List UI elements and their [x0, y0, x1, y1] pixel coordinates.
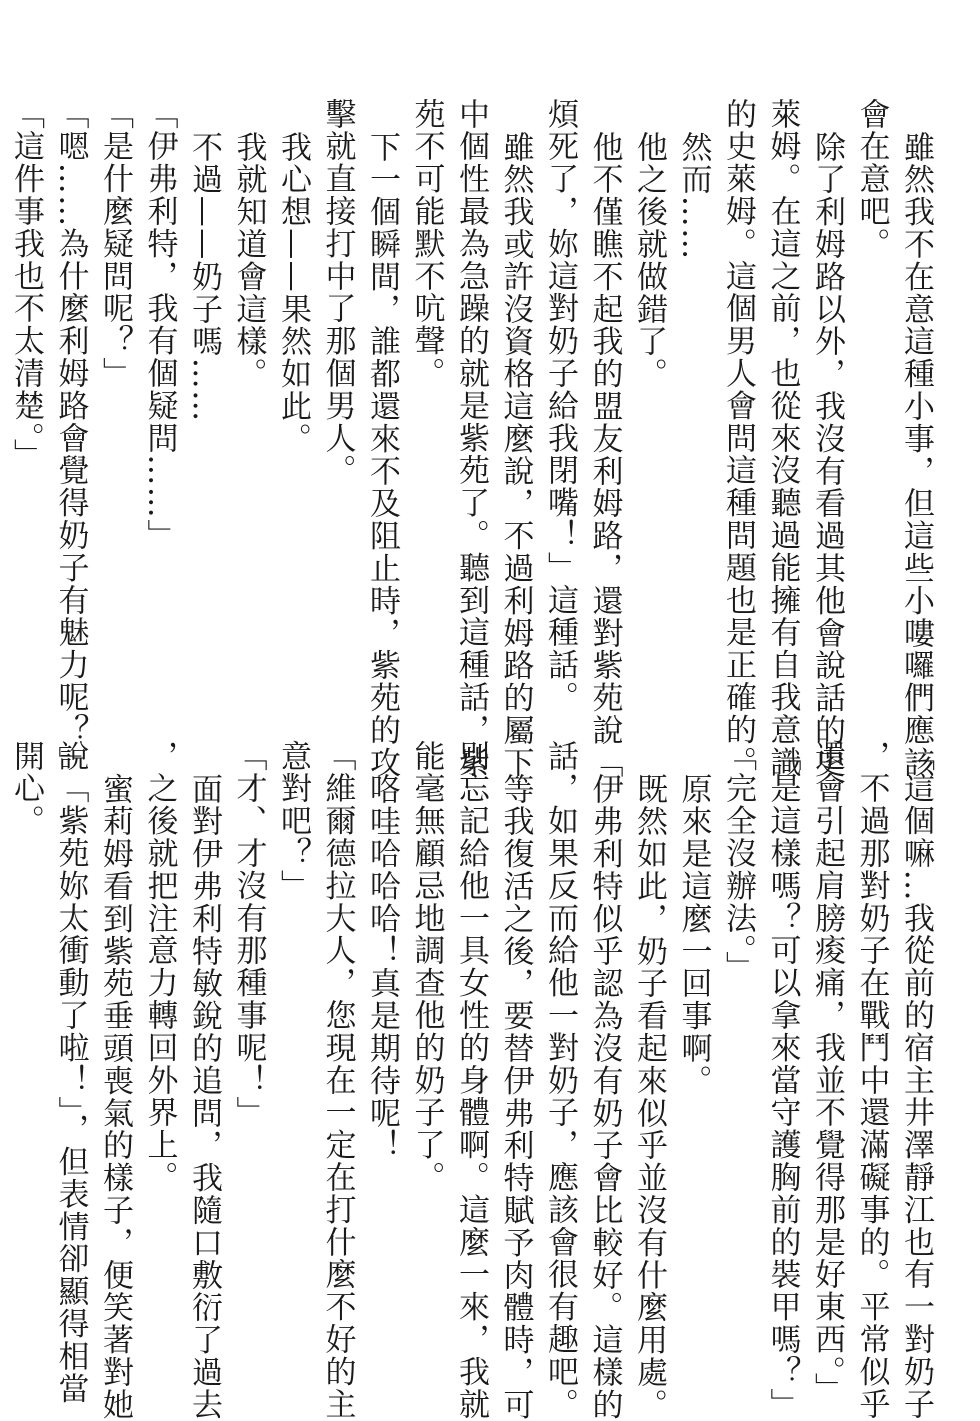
text-line: 中個性最為急躁的就是紫苑了。聽到這種話，紫 [453, 98, 489, 779]
text-line: 「嗯……為什麼利姆路會覺得奶子有魅力呢？」 [52, 98, 89, 779]
lower-text-block [0, 740, 938, 1421]
text-line: 蜜莉姆看到紫苑垂頭喪氣的樣子，便笑著對她 [97, 773, 133, 1421]
upper-text-block [0, 98, 938, 779]
text-line: 他不僅瞧不起我的盟友利姆路，還對紫苑說「 [586, 131, 623, 779]
text-line: 我就知道會這樣。 [230, 131, 267, 391]
text-line: 萊姆。在這之前，也從來沒聽過能擁有自我意識 [764, 98, 801, 779]
text-line: 能毫無顧忌地調查他的奶子了。 [408, 740, 445, 1194]
text-line: ，之後就把注意力轉回外界上。 [141, 740, 178, 1194]
text-line: 「完全沒辦法。」 [720, 740, 756, 984]
text-line: 的史萊姆。這個男人會問這種問題也是正確的。 [720, 98, 756, 779]
text-line: 擊就直接打中了那個男人。 [319, 98, 356, 487]
text-line: 別忘記給他一具女性的身體啊。這麼一來，我就 [453, 740, 489, 1421]
text-line: 我心想——果然如此。 [275, 131, 311, 455]
text-line: 說「紫苑妳太衝動了啦！」，但表情卻顯得相當 [52, 740, 89, 1405]
text-line: 面對伊弗利特敏銳的追問，我隨口敷衍了過去 [186, 773, 222, 1421]
text-line: 等我復活之後，要替伊弗利特賦予肉體時，可 [497, 773, 534, 1421]
text-line: 咯哇哈哈哈！真是期待呢！ [364, 773, 400, 1162]
text-line: 煩死了，妳這對奶子給我閉嘴！」這種話。 [542, 98, 578, 714]
text-line: 還會引起肩膀痠痛，我並不覺得那是好東西。」 [809, 740, 845, 1405]
text-line: 然而…… [675, 131, 712, 261]
text-line: 「是這樣嗎？可以拿來當守護胸前的裝甲嗎？」 [764, 740, 801, 1421]
text-line: 「這個嘛…我從前的宿主井澤靜江也有一對奶子 [898, 740, 934, 1421]
text-line: ，不過那對奶子在戰鬥中還滿礙事的。平常似乎 [853, 740, 890, 1421]
text-line: 「是什麼疑問呢？」 [97, 98, 133, 390]
text-line: 雖然我不在意這種小事，但這些小嘍囉們應該 [898, 131, 934, 779]
text-line: 話，如果反而給他一對奶子，應該會很有趣吧。 [542, 740, 578, 1421]
text-line: 他之後就做錯了。 [631, 131, 667, 391]
text-line: 開心。 [8, 740, 44, 838]
text-line [0, 740, 4, 1300]
text-line: 會在意吧。 [853, 98, 890, 260]
text-line: 「才、才沒有那種事呢！」 [230, 740, 267, 1129]
text-line: 下一個瞬間，誰都還來不及阻止時，紫苑的攻 [364, 131, 400, 779]
text-line: 既然如此，奶子看起來似乎並沒有什麼用處。 [631, 773, 667, 1421]
text-line: 雖然我或許沒資格這麼說，不過利姆路的屬下 [497, 131, 534, 779]
text-line: 除了利姆路以外，我沒有看過其他會說話的史 [809, 131, 845, 779]
text-line: 意對吧？」 [275, 740, 311, 902]
text-line: 原來是這麼一回事啊。 [675, 773, 712, 1097]
text-line: 「伊弗利特，我有個疑問……」 [141, 98, 178, 552]
text-line: 苑不可能默不吭聲。 [408, 98, 445, 390]
text-line [0, 98, 4, 698]
text-line: 不過——奶子嗎…… [186, 131, 222, 423]
text-line: 「這件事我也不太清楚。」 [8, 98, 44, 472]
text-line: 「維爾德拉大人，您現在一定在打什麼不好的主 [319, 740, 356, 1421]
text-line: 伊弗利特似乎認為沒有奶子會比較好。這樣的 [586, 773, 623, 1421]
